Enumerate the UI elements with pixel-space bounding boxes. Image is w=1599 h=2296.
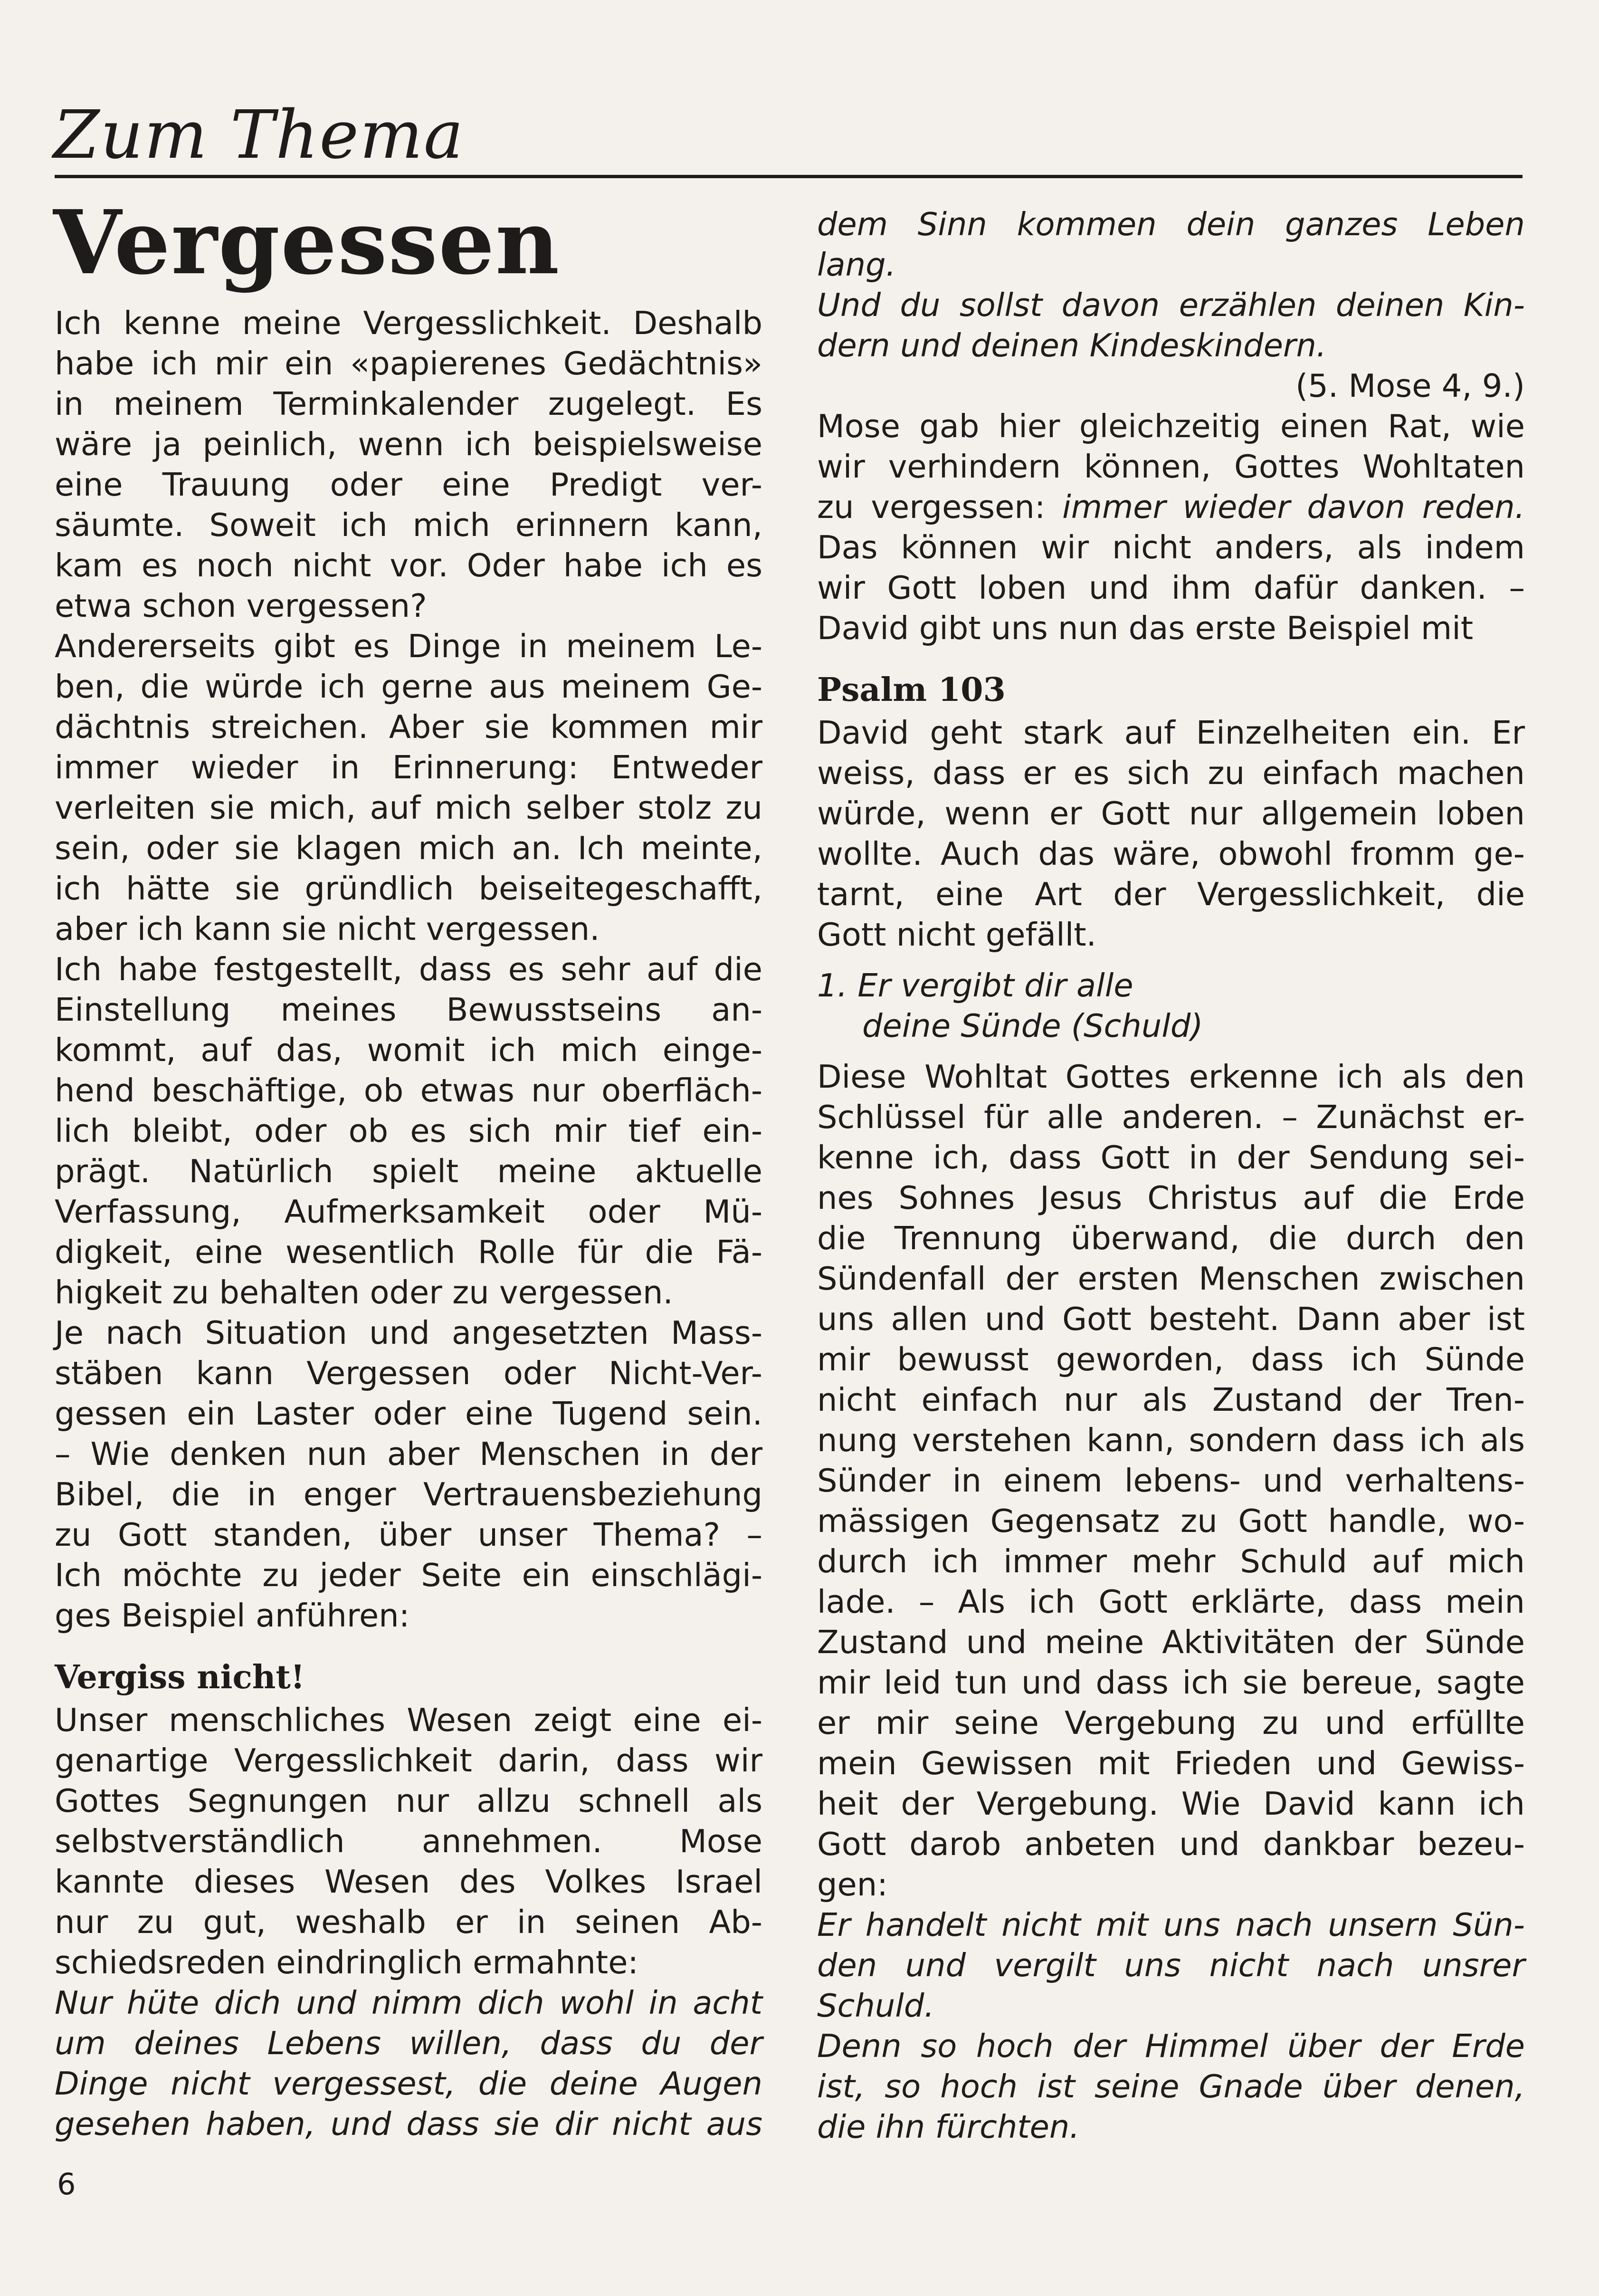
text-line: dern und deinen Kindeskindern. <box>817 327 1327 364</box>
text-line: stäben kann Vergessen oder Nicht-Ver- <box>55 1355 762 1392</box>
text-line: dächtnis streichen. Aber sie kommen mir <box>55 708 762 746</box>
text-line: Bibel, die in enger Vertrauensbeziehung <box>55 1476 762 1513</box>
text-line: den und vergilt uns nicht nach unsrer <box>817 1947 1525 1984</box>
text-line: würde, wenn er Gott nur allgemein loben <box>817 795 1525 832</box>
body-paragraph <box>817 1057 1525 1905</box>
text-line: – Wie denken nun aber Menschen in der <box>55 1435 762 1473</box>
text-line: lich bleibt, oder ob es sich mir tief ein- <box>55 1112 762 1149</box>
text-line: gen: <box>817 1866 888 1903</box>
scripture-quote-continued <box>817 204 1525 366</box>
text-line: gesehen haben, und dass sie dir nicht aus <box>55 2105 762 2143</box>
text-line: lade. – Als ich Gott erklärte, dass mein <box>817 1583 1525 1620</box>
text-line: weiss, dass er es sich zu einfach machen <box>817 755 1525 792</box>
quote-reference: (5. Mose 4, 9.) <box>1295 367 1525 404</box>
text-fragment: zu vergessen: <box>817 488 1063 526</box>
psalm-paragraph <box>817 713 1525 955</box>
text-line: Zustand und meine Aktivitäten der Sünde <box>817 1624 1525 1661</box>
text-line: säumte. Soweit ich mich erinnern kann, <box>55 507 762 544</box>
text-line: Und du sollst davon erzählen deinen Kin- <box>817 287 1525 324</box>
text-line: verleiten sie mich, auf mich selber stolz zu <box>55 789 762 826</box>
text-line: mein Gewissen mit Frieden und Gewiss- <box>817 1745 1525 1782</box>
text-line: Ich möchte zu jeder Seite ein einschlägi- <box>55 1557 762 1594</box>
text-line: ges Beispiel anführen: <box>55 1597 410 1634</box>
section-paragraph <box>55 1700 762 1983</box>
text-line: immer wieder in Erinnerung: Entweder <box>55 749 762 786</box>
intro-paragraphs <box>55 303 762 1636</box>
text-line: aber ich kann sie nicht vergessen. <box>55 910 600 947</box>
text-line: Denn so hoch der Himmel über der Erde <box>817 2028 1525 2065</box>
text-line: nur zu gut, weshalb er in seinen Ab- <box>55 1904 762 1941</box>
text-line: higkeit zu behalten oder zu vergessen. <box>55 1274 673 1311</box>
text-line: wollte. Auch das wäre, obwohl fromm ge- <box>817 835 1525 872</box>
text-line: heit der Vergebung. Wie David kann ich <box>817 1785 1525 1822</box>
header-rule <box>55 175 1523 178</box>
text-line: Schuld. <box>817 1987 934 2024</box>
text-line: ist, so hoch ist seine Gnade über denen, <box>817 2068 1525 2105</box>
text-line: Diese Wohltat Gottes erkenne ich als den <box>817 1058 1525 1095</box>
text-line: die Trennung überwand, die durch den <box>817 1220 1525 1257</box>
text-line: eine Trauung oder eine Predigt ver- <box>55 466 762 503</box>
text-line: Ich kenne meine Vergesslichkeit. Deshalb <box>55 305 762 342</box>
text-line: habe ich mir ein «papierenes Gedächtnis» <box>55 345 762 382</box>
scripture-quote <box>55 1983 762 2144</box>
text-line: Gott darob anbeten und dankbar bezeu- <box>817 1826 1525 1863</box>
text-line: genartige Vergesslichkeit darin, dass wir <box>55 1742 762 1779</box>
text-line: lang. <box>817 246 896 283</box>
point-heading: 1. Er vergibt dir alle <box>817 967 1133 1004</box>
text-line: durch ich immer mehr Schuld auf mich <box>817 1543 1525 1580</box>
text-line: wir Gott loben und ihm dafür danken. – <box>817 569 1525 606</box>
text-line: etwa schon vergessen? <box>55 587 427 624</box>
text-line: David geht stark auf Einzelheiten ein. Er <box>817 714 1525 751</box>
text-line: David gibt uns nun das erste Beispiel mit <box>817 610 1474 647</box>
text-line: nung verstehen kann, sondern dass ich als <box>817 1422 1525 1459</box>
text-line: selbstverständlich annehmen. Mose <box>55 1823 762 1860</box>
text-line: dem Sinn kommen dein ganzes Leben <box>817 206 1525 243</box>
text-line: nicht einfach nur als Zustand der Tren- <box>817 1381 1525 1418</box>
point-heading-continued: deine Sünde (Schuld) <box>862 1007 1203 1044</box>
section-heading: Vergiss nicht! <box>55 1658 305 1696</box>
emphasis-text: immer wieder davon reden. <box>1062 488 1525 526</box>
text-line: kenne ich, dass Gott in der Sendung sei- <box>817 1139 1525 1176</box>
text-line: Mose gab hier gleichzeitig einen Rat, wie <box>817 408 1525 445</box>
text-line: mässigen Gegensatz zu Gott handle, wo- <box>817 1502 1525 1540</box>
text-line: Gott nicht gefällt. <box>817 916 1096 953</box>
text-line: prägt. Natürlich spielt meine aktuelle <box>55 1153 762 1190</box>
text-line: digkeit, eine wesentlich Rolle für die Fä- <box>55 1234 762 1271</box>
article-title: Vergessen <box>53 191 561 294</box>
closing-quote <box>817 1905 1525 2147</box>
text-line: tarnt, eine Art der Vergesslichkeit, die <box>817 876 1525 913</box>
text-line: kannte dieses Wesen des Volkes Israel <box>55 1863 762 1900</box>
text-line: Schlüssel für alle anderen. – Zunächst er- <box>817 1099 1525 1136</box>
text-line: gessen ein Laster oder eine Tugend sein. <box>55 1395 762 1432</box>
text-line: Einstellung meines Bewusstseins an- <box>55 991 762 1028</box>
text-line: uns allen und Gott besteht. Dann aber ist <box>817 1301 1525 1338</box>
text-line: in meinem Terminkalender zugelegt. Es <box>55 385 762 422</box>
text-line: Nur hüte dich und nimm dich wohl in acht <box>55 1984 762 2021</box>
text-line: zu Gott standen, über unser Thema? – <box>55 1516 762 1553</box>
text-line: Unser menschliches Wesen zeigt eine ei- <box>55 1702 762 1739</box>
text-line: Sündenfall der ersten Menschen zwischen <box>817 1260 1525 1297</box>
text-line: er mir seine Vergebung zu und erfüllte <box>817 1704 1525 1741</box>
page-number: 6 <box>57 2167 76 2201</box>
text-line <box>817 487 1525 527</box>
section-kicker: Zum Thema <box>53 96 465 174</box>
text-line: kam es noch nicht vor. Oder habe ich es <box>55 547 762 584</box>
psalm-heading: Psalm 103 <box>817 671 1006 709</box>
text-line: Dinge nicht vergessest, die deine Augen <box>55 2065 762 2102</box>
text-line: nes Sohnes Jesus Christus auf die Erde <box>817 1179 1525 1216</box>
text-line: Er handelt nicht mit uns nach unsern Sün- <box>817 1906 1525 1943</box>
text-line: sein, oder sie klagen mich an. Ich meinte, <box>55 830 762 867</box>
text-line: schiedsreden eindringlich ermahnte: <box>55 1944 638 1981</box>
text-line: mir leid tun und dass ich sie bereue, sagte <box>817 1664 1525 1701</box>
text-line: hend beschäftige, ob etwas nur oberfläch- <box>55 1072 762 1109</box>
mose-paragraph <box>817 406 1525 649</box>
text-line: wir verhindern können, Gottes Wohltaten <box>817 448 1525 485</box>
right-column <box>817 204 1525 2147</box>
text-line: Ich habe festgestellt, dass es sehr auf die <box>55 951 762 988</box>
text-line: ben, die würde ich gerne aus meinem Ge- <box>55 668 762 705</box>
text-line: die ihn fürchten. <box>817 2108 1080 2145</box>
left-column <box>55 303 762 2144</box>
text-line: Sünder in einem lebens- und verhaltens- <box>817 1462 1525 1499</box>
text-line: Verfassung, Aufmerksamkeit oder Mü- <box>55 1193 762 1230</box>
text-line: Gottes Segnungen nur allzu schnell als <box>55 1782 762 1819</box>
text-line: mir bewusst geworden, dass ich Sünde <box>817 1341 1525 1378</box>
text-line: wäre ja peinlich, wenn ich beispielsweise <box>55 426 762 463</box>
text-line: Das können wir nicht anders, als indem <box>817 529 1525 566</box>
text-line: kommt, auf das, womit ich mich einge- <box>55 1032 762 1069</box>
text-line: um deines Lebens willen, dass du der <box>55 2025 762 2062</box>
text-line: Je nach Situation und angesetzten Mass- <box>55 1314 762 1351</box>
text-line: Andererseits gibt es Dinge in meinem Le- <box>55 628 762 665</box>
text-line: ich hätte sie gründlich beiseitegeschafft, <box>55 870 762 907</box>
